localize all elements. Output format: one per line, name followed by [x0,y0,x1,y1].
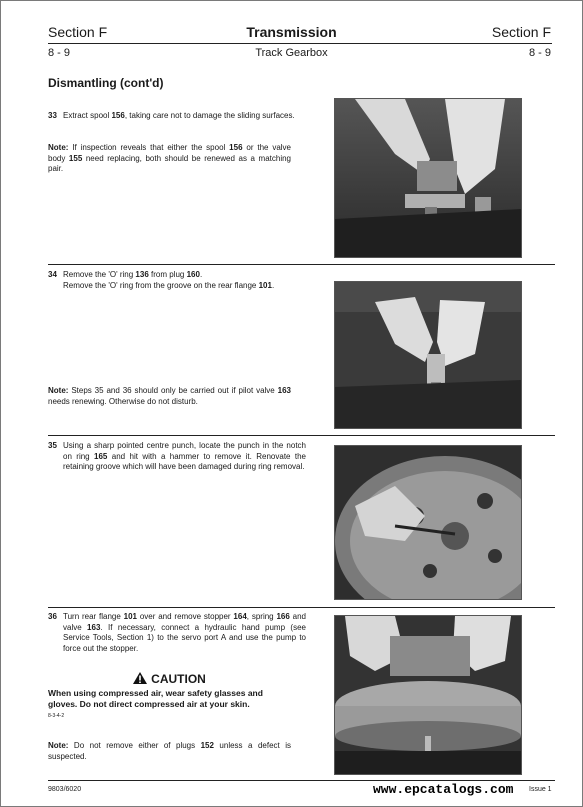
section-label-right: Section F [491,24,551,40]
step-36-photo [334,615,522,775]
step-divider [48,435,555,436]
caution-code: 8-3-4-2 [48,713,65,719]
note-text: Steps 35 and 36 should only be carried out if pilot valve [68,386,278,395]
step-text: . [199,270,203,279]
part-ref: 163 [87,622,101,632]
warning-triangle-icon [133,672,147,684]
part-ref: 156 [229,143,243,152]
note-text: unless a defect is suspected. [48,741,291,761]
section-heading: Dismantling (cont'd) [48,76,164,90]
page-number-left: 8 - 9 [48,47,71,59]
part-ref: 152 [200,741,214,750]
step-text: Remove the 'O' ring [63,270,136,279]
note-label: Note: [48,386,69,395]
section-label-left: Section F [48,24,108,40]
step-33-photo [334,98,522,258]
step-text: over and remove stopper [137,612,234,621]
step-34-text [48,270,306,281]
step-text: . If necessary, connect a hydraulic hand pump (see Service Tools, Section 1) to the servo port A and use the pump to force out the stopper. [63,622,306,653]
step-text: Remove the 'O' ring from the groove on the rear flange [63,281,259,290]
step-34-photo [334,281,522,429]
note-label: Note: [48,741,69,750]
step-34-text-2 [48,281,306,292]
document-number: 9803/6020 [48,786,82,793]
step-33-note [48,143,291,175]
step-text: , taking care not to damage the sliding surfaces. [124,111,295,120]
step-text: . [271,281,275,290]
note-text: need replacing, both should be renewed as a matching pair. [48,153,291,173]
page-number-right: 8 - 9 [528,47,551,59]
step-text: and valve [63,612,306,632]
part-ref: 164 [233,612,247,621]
watermark: www.epcatalogs.com [373,782,514,797]
part-ref: 165 [94,451,108,461]
step-text: from plug [148,270,187,279]
note-label: Note: [48,143,69,152]
caution-title: CAUTION [151,672,206,686]
note-text: If inspection reveals that either the spool [68,143,230,152]
part-ref: 160 [186,270,200,279]
caution-heading [48,672,291,686]
issue-label: Issue 1 [529,786,552,793]
step-text: Using a sharp pointed centre punch, locate the punch in the notch on ring [63,441,306,461]
header-rule [48,43,460,44]
step-33-text [48,111,306,122]
step-number: 36 [48,612,57,621]
page-title: Transmission [246,24,337,40]
step-divider [48,607,555,608]
step-34-note [48,386,291,407]
part-ref: 166 [276,612,290,621]
step-number: 35 [48,441,57,450]
footer-rule [48,780,555,781]
step-35-text [48,441,306,473]
step-number: 33 [48,111,57,120]
part-ref: 156 [111,111,125,120]
step-35-photo [334,445,522,600]
note-text: Do not remove either of plugs [68,741,201,750]
part-ref: 136 [135,270,149,279]
part-ref: 101 [123,612,138,621]
page-subtitle: Track Gearbox [255,47,328,59]
header-rule-right [460,43,552,44]
step-text: and hit with a hammer to remove it. Renovate the retaining groove which will have been damaged during ring removal. [63,451,306,471]
caution-text: When using compressed air, wear safety glasses and gloves. Do not direct compressed air at your skin. [48,688,263,709]
part-ref: 155 [68,153,83,163]
note-text: or the valve body [48,143,292,163]
step-number: 34 [48,270,57,279]
step-36-text [48,612,306,654]
step-36-note [48,741,291,762]
note-text: needs renewing. Otherwise do not disturb. [48,396,198,406]
step-divider [48,264,555,265]
step-text: , spring [246,612,277,621]
part-ref: 101 [258,281,272,290]
step-text: Turn rear flange [63,612,124,621]
part-ref: 163 [277,386,291,395]
step-text: Extract spool [63,111,112,120]
